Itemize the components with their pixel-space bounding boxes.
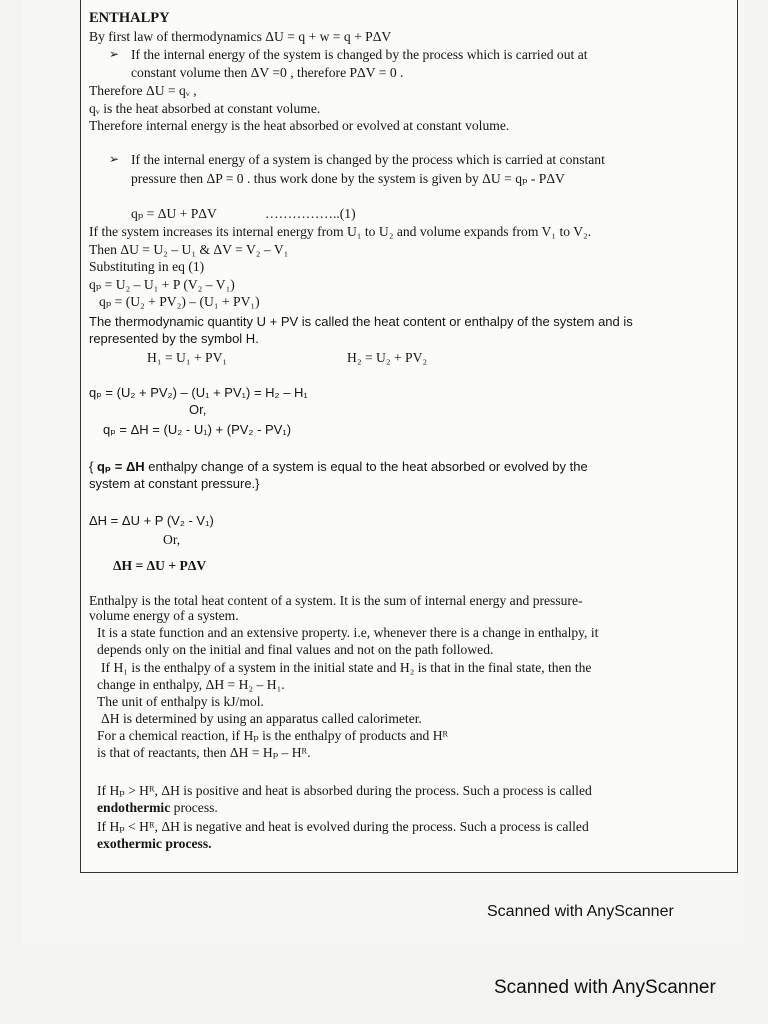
exothermic-term: exothermic process.: [97, 836, 212, 851]
qp-h-equation: qₚ = (U₂ + PV₂) – (U₁ + PV₁) = H₂ – H₁: [89, 385, 308, 400]
exothermic-line1: If Hₚ < Hᴿ, ΔH is negative and heat is evolved during the process. Such a process is called: [97, 819, 589, 834]
then-line: Then ΔU = U₂ – U₁ & ΔV = V₂ – V₁: [89, 242, 289, 257]
qp-equals-dh: qₚ = ΔH: [96, 459, 145, 474]
endothermic-line1: If Hₚ > Hᴿ, ΔH is positive and heat is absorbed during the process. Such a process is called: [97, 783, 592, 798]
note-line: change in enthalpy, ΔH = H₂ – H₁.: [97, 677, 285, 692]
system-increase-line: If the system increases its internal energy from U₁ to U₂ and volume expands from V₁ to V₂.: [89, 224, 592, 239]
inner-watermark: Scanned with AnyScanner: [487, 903, 674, 920]
endothermic-line2: [97, 800, 218, 816]
note-line: The unit of enthalpy is kJ/mol.: [97, 694, 264, 709]
qp-equation-b: qₚ = (U₂ + PV₂) – (U₁ + PV₁): [99, 294, 260, 309]
constant-volume-conclusion: Therefore internal energy is the heat absorbed or evolved at constant volume.: [89, 118, 510, 133]
note-line: It is a state function and an extensive property. i.e, whenever there is a change in enthalpy, it: [97, 625, 599, 640]
therefore-line: Therefore ΔU = qᵥ ,: [89, 83, 197, 98]
bullet1-line1: If the internal energy of the system is changed by the process which is carried out at: [131, 47, 588, 62]
substituting-line: Substituting in eq (1): [89, 259, 205, 274]
document-sheet: [80, 0, 738, 873]
brace-open: {: [89, 459, 97, 474]
endothermic-term: endothermic: [97, 800, 171, 815]
enthalpy-definition-line1: The thermodynamic quantity U + PV is called the heat content or enthalpy of the system and is: [89, 314, 633, 329]
note-line: ΔH is determined by using an apparatus called calorimeter.: [101, 711, 422, 726]
statement-text: enthalpy change of a system is equal to the heat absorbed or evolved by the: [144, 459, 588, 474]
note-line: is that of reactants, then ΔH = Hₚ – Hᴿ.: [97, 745, 311, 760]
bullet-arrow-icon: ➢: [109, 152, 120, 166]
equation-1: qₚ = ΔU + PΔV: [131, 206, 217, 221]
bullet-arrow-icon: ➢: [109, 47, 120, 61]
scanned-page: [22, 0, 744, 944]
h1-equation: H₁ = U₁ + PV₁: [147, 350, 228, 365]
h2-equation: H₂ = U₂ + PV₂: [347, 350, 428, 365]
or-label: Or,: [189, 402, 207, 417]
heading: ENTHALPY: [89, 10, 170, 26]
qv-definition: qᵥ is the heat absorbed at constant volume.: [89, 101, 321, 116]
endothermic-end: process.: [170, 800, 218, 815]
qp-equals-dh-statement: [89, 459, 588, 475]
enthalpy-definition-line2: represented by the symbol H.: [89, 331, 259, 346]
or-label-2: Or,: [163, 532, 181, 547]
note-line: volume energy of a system.: [89, 608, 239, 623]
note-line: Enthalpy is the total heat content of a system. It is the sum of internal energy and pressure-: [89, 593, 583, 608]
outer-watermark: Scanned with AnyScanner: [494, 977, 716, 998]
note-line: For a chemical reaction, if Hₚ is the enthalpy of products and Hᴿ: [97, 728, 449, 743]
bullet2-line2: pressure then ΔP = 0 . thus work done by the system is given by ΔU = qₚ - PΔV: [131, 171, 565, 186]
bullet2-line1: If the internal energy of a system is changed by the process which is carried at constant: [131, 152, 605, 167]
note-line: If H₁ is the enthalpy of a system in the initial state and H₂ is that in the final state, then the: [101, 660, 592, 675]
dh-equation-1: ΔH = ΔU + P (V₂ - V₁): [89, 513, 214, 528]
qp-delta-h-equation: qₚ = ΔH = (U₂ - U₁) + (PV₂ - PV₁): [103, 422, 292, 437]
dh-final-equation: ΔH = ΔU + PΔV: [113, 558, 207, 573]
equation-1-ref: ……………..(1): [265, 206, 356, 221]
statement-line2: system at constant pressure.}: [89, 476, 260, 491]
first-law-line: By first law of thermodynamics ΔU = q + w = q + PΔV: [89, 29, 392, 44]
bullet1-line2: constant volume then ΔV =0 , therefore PΔV = 0 .: [131, 65, 404, 80]
note-line: depends only on the initial and final values and not on the path followed.: [97, 642, 494, 657]
qp-equation-a: qₚ = U₂ – U₁ + P (V₂ – V₁): [89, 277, 235, 292]
